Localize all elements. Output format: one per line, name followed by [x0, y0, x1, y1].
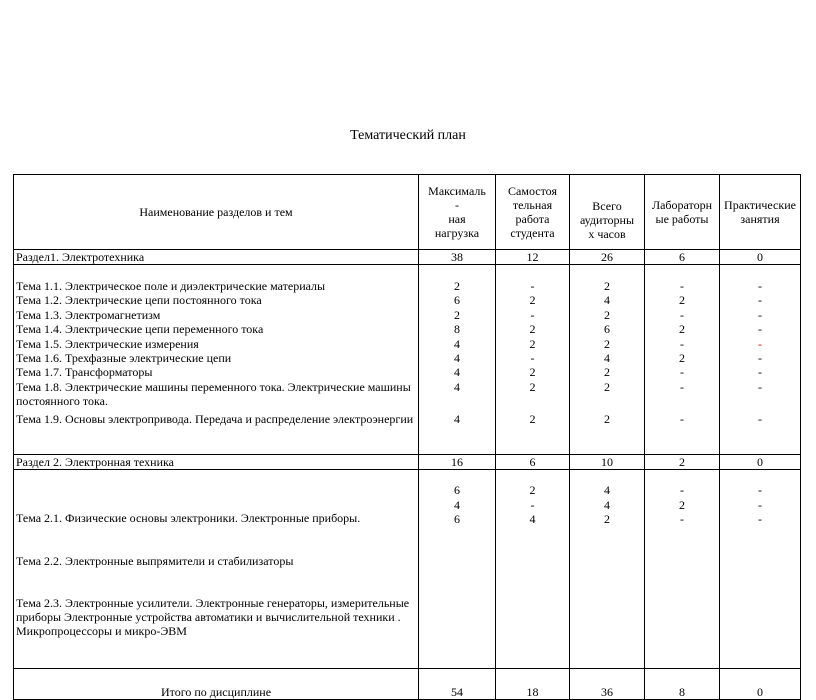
total-practice: 0	[720, 669, 801, 700]
topic-max: 4	[454, 411, 460, 426]
section-name: Раздел1. Электротехника	[14, 250, 419, 265]
topic-total: 2	[604, 512, 610, 527]
topic-self: 2	[529, 411, 536, 426]
header-name-label: Наименование разделов и тем	[139, 205, 293, 219]
topic-max-col	[419, 470, 496, 669]
header-total	[570, 175, 645, 250]
topic-total: 4	[604, 350, 610, 365]
topic-lab: 2	[679, 350, 685, 365]
header-total-line: Всего	[592, 199, 622, 213]
topic-total-col	[570, 470, 645, 669]
header-total-line: х часов	[588, 227, 626, 241]
topic-names	[14, 265, 419, 455]
topic-self: -	[530, 350, 535, 365]
topic-lab: -	[680, 512, 684, 527]
header-practice-line: занятия	[740, 212, 780, 226]
topic-max-col	[419, 265, 496, 455]
header-self-line: работа	[515, 212, 550, 226]
topic-max: 4	[454, 365, 460, 380]
topic-practice: -	[758, 512, 762, 527]
topic-practice: -	[758, 365, 762, 380]
header-lab-line: Лабораторн	[651, 198, 713, 212]
topic-lab: -	[680, 307, 684, 322]
header-max-line: ная	[448, 212, 466, 226]
topic-lab: 2	[679, 497, 685, 512]
topic-max: 8	[454, 322, 460, 337]
topic-total: 2	[604, 279, 610, 293]
topic-total: 6	[604, 322, 610, 337]
topic-name: Тема 1.1. Электрическое поле и диэлектрические материалы	[16, 279, 326, 293]
topic-name: Тема 1.7. Трансформаторы	[16, 365, 153, 380]
topic-total: 4	[604, 483, 610, 497]
section-row	[14, 455, 801, 470]
topic-max: 2	[454, 279, 460, 293]
topic-self: -	[530, 279, 535, 293]
header-self-line: студента	[510, 226, 555, 240]
section-lab: 6	[645, 250, 720, 265]
topic-self: 2	[529, 293, 536, 308]
total-lab: 8	[645, 669, 720, 700]
topic-name: Тема 1.9. Основы электропривода. Передача и распределение электроэнергии	[16, 411, 414, 426]
topic-total: 2	[604, 307, 610, 322]
header-max	[419, 175, 496, 250]
topic-total: 4	[604, 293, 610, 308]
section-max: 38	[419, 250, 496, 265]
header-self	[496, 175, 570, 250]
topic-lab: -	[680, 411, 684, 426]
topic-lab-col	[645, 265, 720, 455]
topic-self: 2	[529, 483, 536, 497]
topic-max: 4	[454, 497, 460, 512]
topic-practice: -	[758, 483, 762, 497]
topic-practice: -	[758, 411, 762, 426]
header-total-line: аудиторны	[579, 213, 635, 227]
total-max: 54	[419, 669, 496, 700]
section-self: 6	[496, 455, 570, 470]
section-practice: 0	[720, 455, 801, 470]
topic-practice: -	[758, 293, 762, 308]
topic-self-col	[496, 265, 570, 455]
topic-self: -	[530, 307, 535, 322]
topic-self: 2	[529, 322, 536, 337]
section-topics-row	[14, 470, 801, 669]
topic-lab: -	[680, 483, 684, 497]
topic-lab-col	[645, 470, 720, 669]
section-name: Раздел 2. Электронная техника	[14, 455, 419, 470]
topic-total-col	[570, 265, 645, 455]
section-total: 26	[570, 250, 645, 265]
header-name	[14, 175, 419, 250]
topic-max: 4	[454, 350, 460, 365]
topic-self: -	[530, 497, 535, 512]
section-self: 12	[496, 250, 570, 265]
topic-practice: -	[758, 336, 762, 351]
thematic-plan-table	[13, 174, 801, 700]
topic-lab: -	[680, 379, 684, 394]
topic-total: 2	[604, 365, 610, 380]
topic-max: 6	[454, 512, 460, 527]
topic-lab: 2	[679, 293, 685, 308]
header-practice	[720, 175, 801, 250]
total-total: 36	[570, 669, 645, 700]
topic-practice-col	[720, 470, 801, 669]
header-self-line: Самостоя	[508, 184, 557, 198]
topic-lab: -	[680, 365, 684, 380]
topic-max: 2	[454, 307, 460, 322]
topic-max: 6	[454, 293, 460, 308]
topic-self: 2	[529, 379, 536, 394]
header-row	[14, 175, 801, 250]
topic-practice: -	[758, 379, 762, 394]
topic-max: 4	[454, 379, 460, 394]
topic-name: Тема 1.2. Электрические цепи постоянного тока	[16, 293, 262, 308]
header-self-line: тельная	[512, 198, 553, 212]
topic-lab: -	[680, 336, 684, 351]
topic-name: Тема 2.3. Электронные усилители. Электронные генераторы, измерительные приборы Электронные устройства автоматики и вычислительной техники . Микропроцессоры и микро-ЭВМ	[16, 596, 410, 639]
topic-practice: -	[758, 322, 762, 337]
total-self: 18	[496, 669, 570, 700]
topic-self-col	[496, 470, 570, 669]
header-lab	[645, 175, 720, 250]
topic-total: 2	[604, 379, 610, 394]
section-total: 10	[570, 455, 645, 470]
section-row	[14, 250, 801, 265]
header-max-line: нагрузка	[434, 226, 480, 240]
topic-total: 2	[604, 336, 610, 351]
topic-practice: -	[758, 279, 762, 293]
topic-practice: -	[758, 307, 762, 322]
header-max-line: Максималь	[428, 184, 486, 198]
topic-name: Тема 2.1. Физические основы электроники. Электронные приборы.	[16, 511, 361, 525]
topic-practice: -	[758, 497, 762, 512]
section-max: 16	[419, 455, 496, 470]
topic-lab: -	[680, 279, 684, 293]
topic-name: Тема 1.3. Электромагнетизм	[16, 307, 161, 322]
topic-max: 4	[454, 336, 460, 351]
topic-name: Тема 2.2. Электронные выпрямители и стабилизаторы	[16, 553, 294, 568]
page-title: Тематический план	[350, 128, 466, 143]
header-practice-line: Практические	[724, 198, 796, 212]
topic-practice: -	[758, 350, 762, 365]
topic-self: 2	[529, 365, 536, 380]
section-topics-row	[14, 265, 801, 455]
topic-self: 2	[529, 336, 536, 351]
topic-name: Тема 1.6. Трехфазные электрические цепи	[16, 350, 232, 365]
topic-lab: 2	[679, 322, 685, 337]
header-lab-line: ые работы	[655, 212, 709, 226]
topic-name: Тема 1.4. Электрические цепи переменного тока	[16, 322, 264, 337]
total-name: Итого по дисциплине	[14, 669, 419, 700]
topic-total: 4	[604, 497, 610, 512]
topic-name: Тема 1.5. Электрические измерения	[16, 336, 199, 351]
total-row	[14, 669, 801, 700]
topic-self: 4	[529, 512, 536, 527]
topic-names	[14, 470, 419, 669]
topic-practice-col	[720, 265, 801, 455]
header-max-line: -	[455, 198, 459, 212]
section-lab: 2	[645, 455, 720, 470]
topic-max: 6	[454, 483, 460, 497]
topic-name: Тема 1.8. Электрические машины переменного тока. Электрические машины постоянного тока.	[16, 379, 411, 408]
section-practice: 0	[720, 250, 801, 265]
topic-total: 2	[604, 411, 610, 426]
